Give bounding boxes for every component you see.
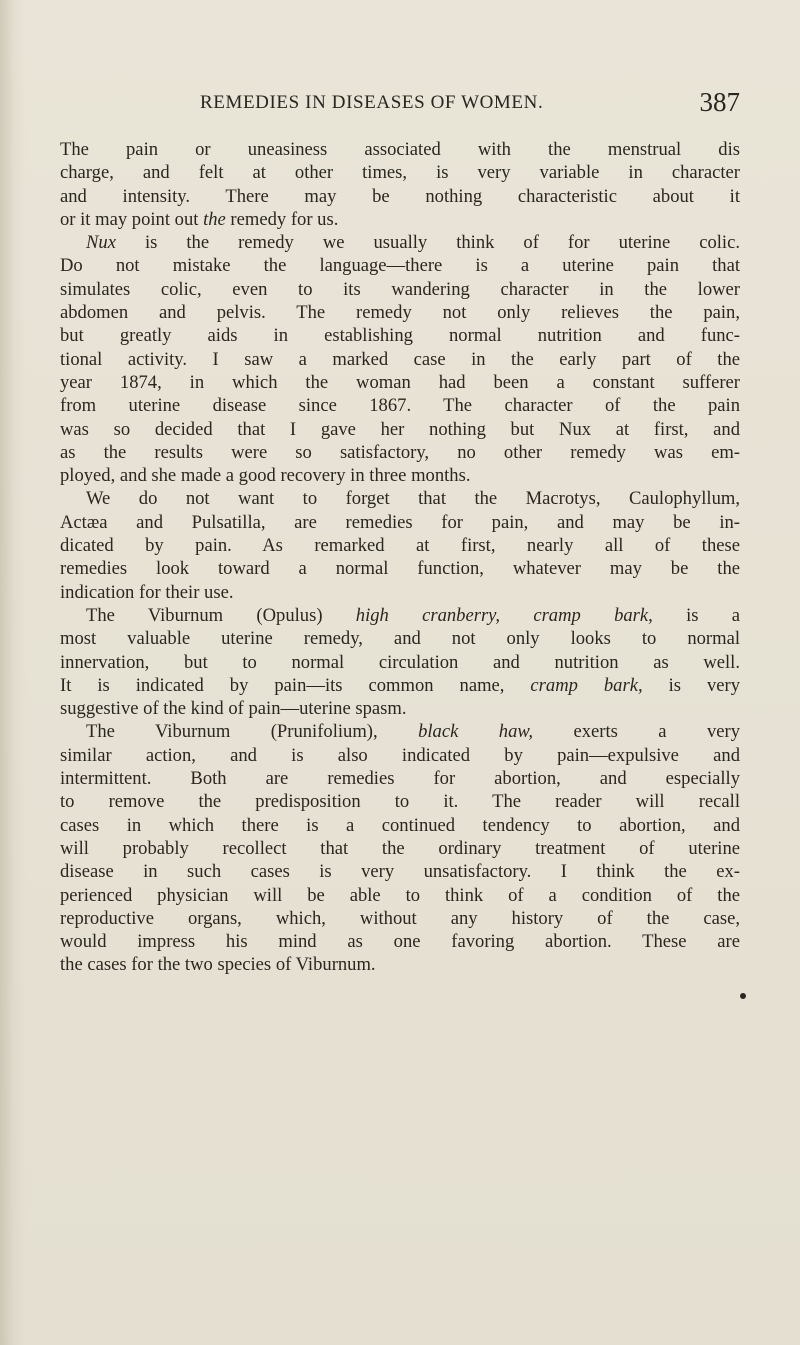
italic-text: cramp bark, (530, 674, 643, 696)
text-segment: perienced physician will be able to think of a condition of the (60, 884, 740, 906)
text-segment: innervation, but to normal circulation and nutrition as well. (60, 651, 740, 673)
text-line (60, 138, 740, 161)
text-segment: was so decided that I gave her nothing but Nux at first, and (60, 418, 740, 440)
italic-text: the (203, 208, 226, 230)
italic-text: black haw, (418, 721, 534, 743)
text-line (60, 884, 740, 907)
text-line (60, 744, 740, 767)
text-segment: abdomen and pelvis. The remedy not only relieves the pain, (60, 302, 740, 324)
text-line (60, 790, 740, 813)
text-line (60, 767, 740, 790)
text-segment: simulates colic, even to its wandering character in the lower (60, 278, 740, 300)
text-segment: and intensity. There may be nothing characteristic about it (60, 185, 740, 207)
text-segment: intermittent. Both are remedies for abortion, and especially (60, 768, 740, 790)
text-line (60, 720, 740, 743)
text-line (60, 441, 740, 464)
body-text (60, 138, 740, 977)
text-line (60, 511, 740, 534)
text-line (60, 324, 740, 347)
text-line (60, 464, 740, 487)
page-number: 387 (699, 87, 740, 117)
text-segment: ployed, and she made a good recovery in three months. (60, 465, 471, 487)
text-line (60, 301, 740, 324)
text-line (60, 860, 740, 883)
text-segment: the cases for the two species of Viburnum. (60, 954, 376, 976)
text-line (60, 581, 740, 604)
text-segment: as the results were so satisfactory, no other remedy was em- (60, 441, 740, 463)
text-line (60, 348, 740, 371)
text-line (60, 161, 740, 184)
text-segment: exerts a very (533, 721, 740, 743)
running-head (60, 87, 740, 120)
text-line (60, 371, 740, 394)
text-segment: is a (652, 604, 740, 626)
text-segment: remedy for us. (225, 208, 339, 230)
running-title: REMEDIES IN DISEASES OF WOMEN. (200, 92, 544, 113)
text-segment: from uterine disease since 1867. The character of the pain (60, 395, 740, 417)
text-segment: suggestive of the kind of pain—uterine spasm. (60, 698, 407, 720)
text-segment: We do not want to forget that the Macrotys, Caulophyllum, (86, 488, 740, 510)
italic-text: Nux (86, 232, 116, 254)
text-segment: is very (642, 674, 740, 696)
text-line (60, 814, 740, 837)
text-segment: indication for their use. (60, 581, 234, 603)
text-line (60, 627, 740, 650)
text-segment: is the remedy we usually think of for uterine colic. (115, 232, 740, 254)
text-line (60, 208, 740, 231)
text-segment: disease in such cases is very unsatisfactory. I think the ex- (60, 861, 740, 883)
text-segment: Do not mistake the language—there is a uterine pain that (60, 255, 740, 277)
text-line (60, 487, 740, 510)
text-segment: would impress his mind as one favoring abortion. These are (60, 931, 740, 953)
text-line (60, 278, 740, 301)
text-line (60, 697, 740, 720)
text-line (60, 418, 740, 441)
text-line (60, 254, 740, 277)
text-segment: charge, and felt at other times, is very variable in character (60, 162, 740, 184)
text-line (60, 231, 740, 254)
text-line (60, 837, 740, 860)
text-segment: but greatly aids in establishing normal nutrition and func- (60, 325, 740, 347)
text-segment: The pain or uneasiness associated with the menstrual dis (60, 139, 740, 160)
text-line (60, 953, 740, 976)
italic-text: high cranberry, cramp bark, (355, 604, 653, 626)
text-segment: will probably recollect that the ordinary treatment of uterine (60, 837, 740, 859)
text-line (60, 930, 740, 953)
text-segment: most valuable uterine remedy, and not only looks to normal (60, 628, 740, 650)
text-segment: year 1874, in which the woman had been a constant sufferer (60, 371, 740, 393)
text-segment: The Viburnum (Prunifolium), (86, 721, 419, 743)
text-line (60, 394, 740, 417)
text-segment: Actæa and Pulsatilla, are remedies for pain, and may be in- (60, 511, 740, 533)
text-segment: cases in which there is a continued tendency to abortion, and (60, 814, 740, 836)
text-segment: similar action, and is also indicated by pain—expulsive and (60, 744, 740, 766)
text-line (60, 534, 740, 557)
text-line (60, 185, 740, 208)
text-segment: reproductive organs, which, without any history of the case, (60, 907, 740, 929)
text-segment: or it may point out (60, 208, 204, 230)
text-line (60, 907, 740, 930)
text-segment: remedies look toward a normal function, whatever may be the (60, 558, 740, 580)
margin-dot (740, 993, 746, 999)
text-line (60, 557, 740, 580)
text-segment: It is indicated by pain—its common name, (60, 674, 531, 696)
text-segment: tional activity. I saw a marked case in the early part of the (60, 348, 740, 370)
text-line (60, 604, 740, 627)
text-line (60, 674, 740, 697)
text-segment: to remove the predisposition to it. The reader will recall (60, 791, 740, 813)
text-line (60, 651, 740, 674)
text-segment: The Viburnum (Opulus) (86, 604, 356, 626)
text-segment: dicated by pain. As remarked at first, nearly all of these (60, 535, 740, 557)
